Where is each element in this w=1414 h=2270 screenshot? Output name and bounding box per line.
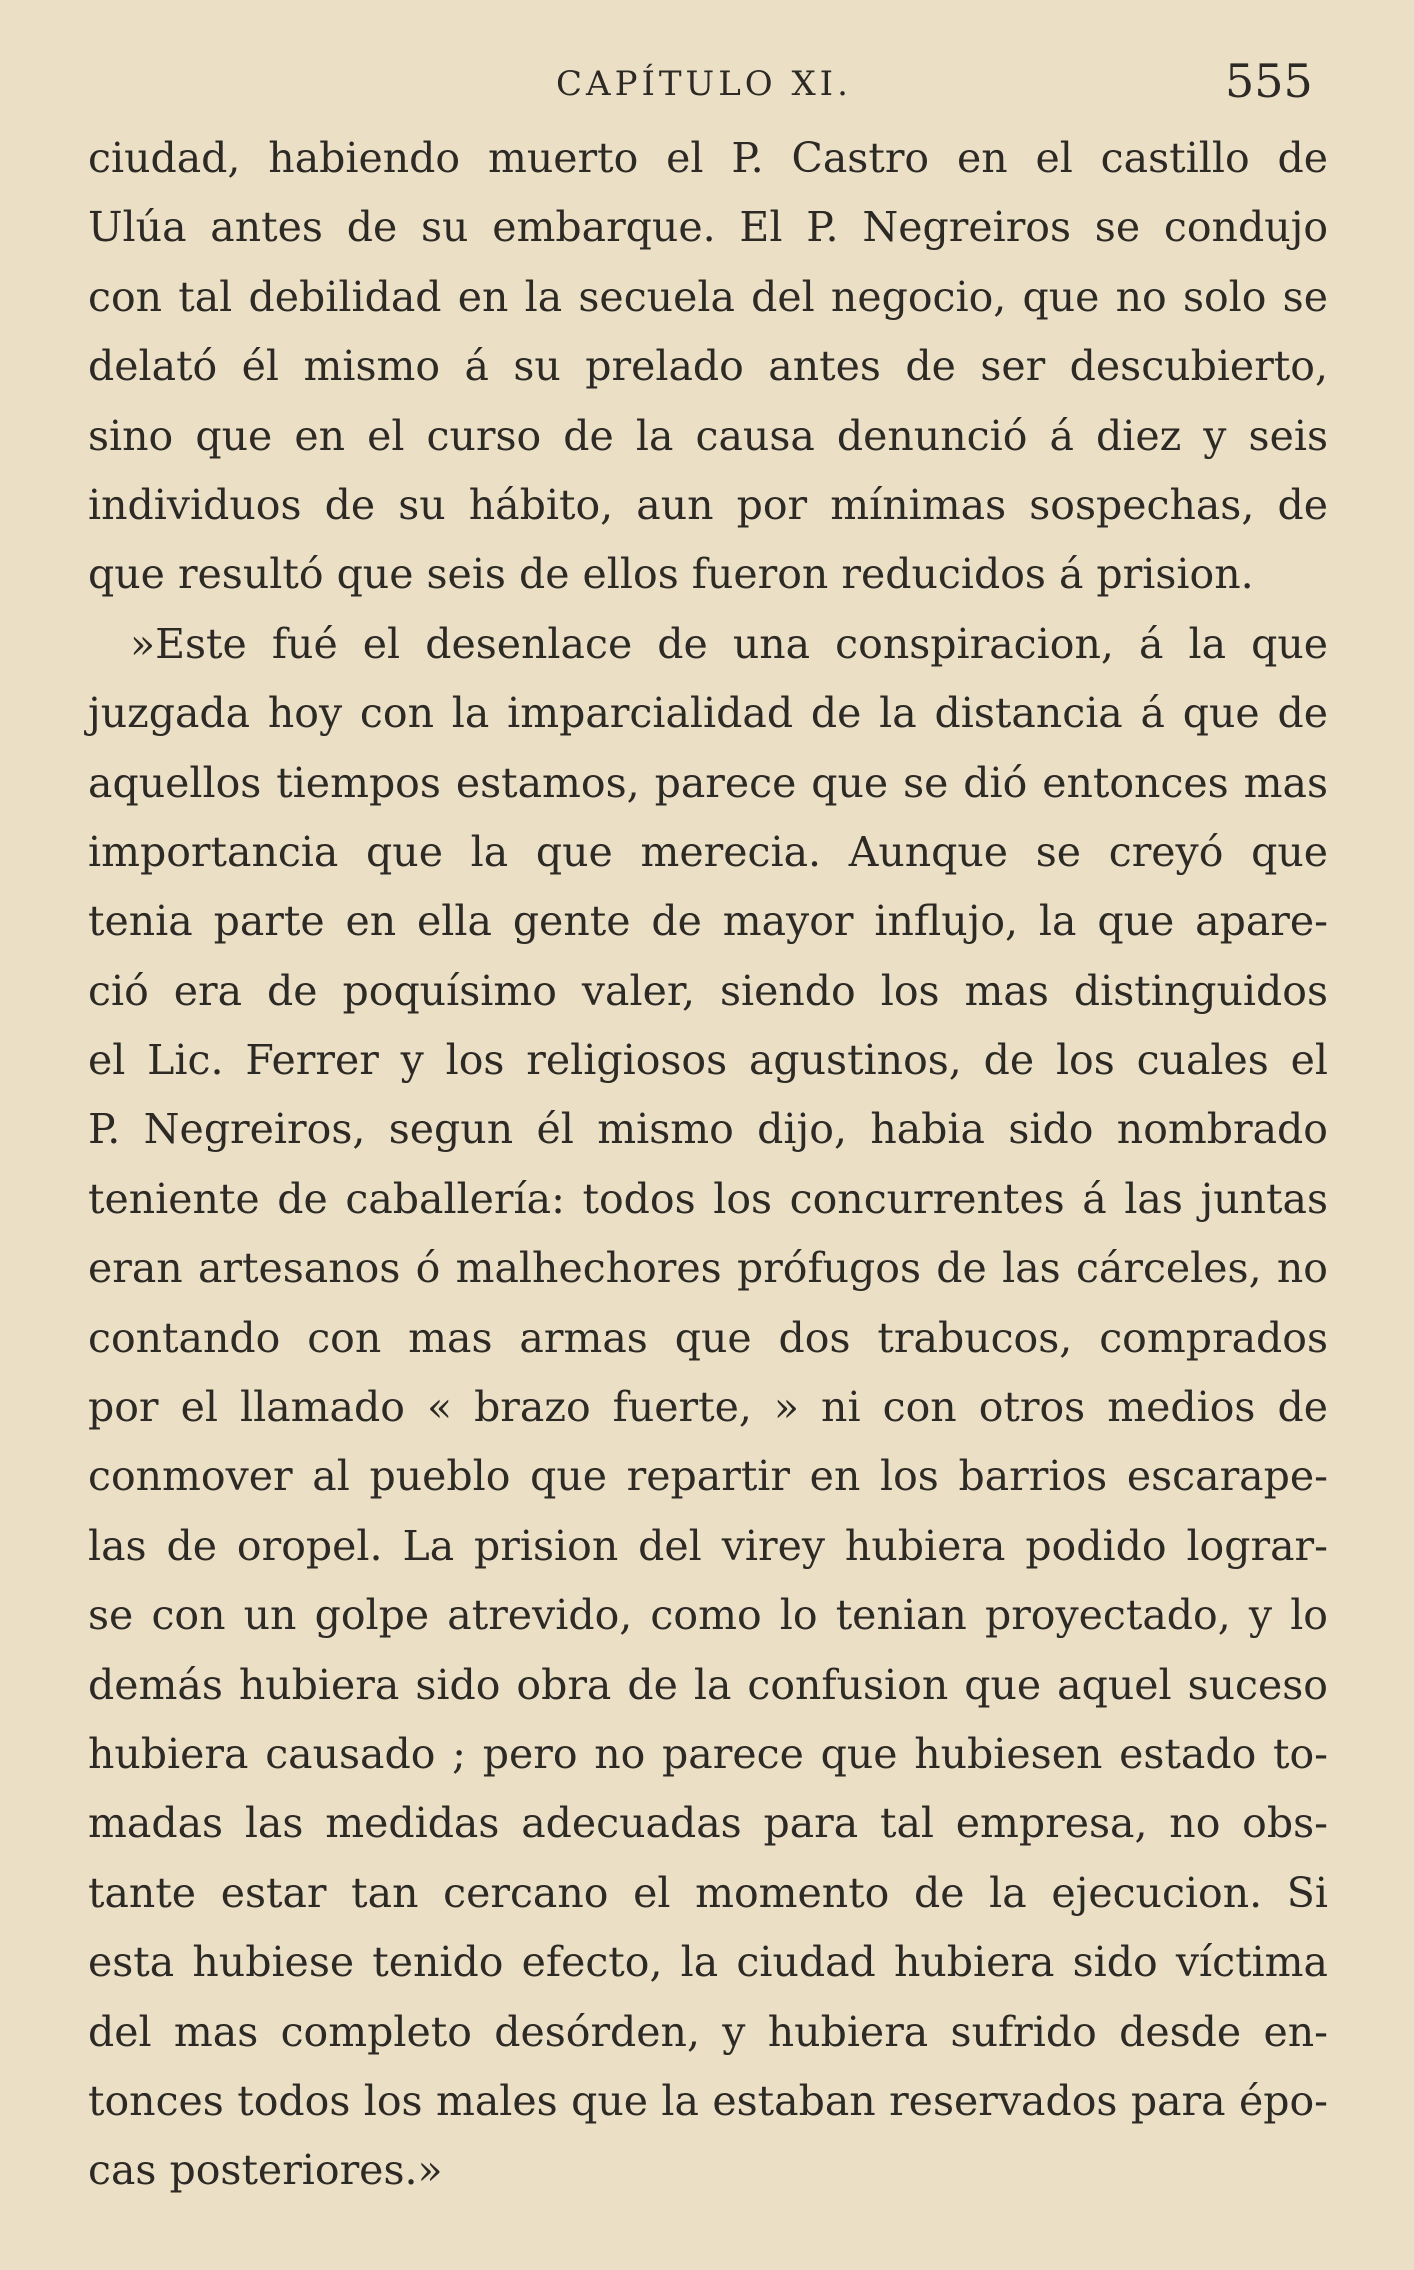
text-line: demás hubiera sido obra de la confusion que aquel suceso	[88, 1660, 1328, 1709]
text-line: cas posteriores.»	[88, 2146, 443, 2195]
text-line: hubiera causado ; pero no parece que hubiesen estado to-	[88, 1729, 1328, 1778]
text-line: Ulúa antes de su embarque. El P. Negreiros se condujo	[88, 203, 1328, 252]
body-text	[88, 124, 1328, 2206]
text-line: ciudad, habiendo muerto el P. Castro en el castillo de	[88, 134, 1328, 182]
text-line: individuos de su hábito, aun por mínimas sospechas, de	[88, 480, 1328, 529]
text-line: tante estar tan cercano el momento de la ejecucion. Si	[88, 1868, 1328, 1917]
text-line: P. Negreiros, segun él mismo dijo, habia sido nombrado	[88, 1105, 1328, 1154]
text-line: contando con mas armas que dos trabucos, comprados	[88, 1313, 1328, 1362]
text-line: »Este fué el desenlace de una conspiracion, á la que	[130, 619, 1328, 668]
text-line: eran artesanos ó malhechores prófugos de las cárceles, no	[88, 1244, 1328, 1293]
text-line: tenia parte en ella gente de mayor influjo, la que apare-	[88, 897, 1328, 946]
text-line: sino que en el curso de la causa denunció á diez y seis	[88, 411, 1328, 460]
text-line: aquellos tiempos estamos, parece que se dió entonces mas	[88, 758, 1328, 807]
text-line: con tal debilidad en la secuela del negocio, que no solo se	[88, 272, 1328, 321]
chapter-heading: CAPÍTULO XI.	[556, 64, 852, 104]
text-line: del mas completo desórden, y hubiera sufrido desde en-	[88, 2007, 1328, 2056]
text-line: importancia que la que merecia. Aunque se creyó que	[88, 827, 1328, 876]
text-line: juzgada hoy con la imparcialidad de la distancia á que de	[88, 689, 1328, 738]
running-head	[0, 48, 1414, 108]
text-line: delató él mismo á su prelado antes de ser descubierto,	[88, 342, 1328, 391]
text-line: conmover al pueblo que repartir en los barrios escarape-	[88, 1452, 1328, 1501]
text-line: se con un golpe atrevido, como lo tenian proyectado, y lo	[88, 1591, 1328, 1640]
text-line: el Lic. Ferrer y los religiosos agustinos, de los cuales el	[88, 1036, 1328, 1085]
text-line: tonces todos los males que la estaban reservados para épo-	[88, 2076, 1328, 2125]
text-line: las de oropel. La prision del virey hubiera podido lograr-	[88, 1521, 1328, 1570]
text-line: que resultó que seis de ellos fueron reducidos á prision.	[88, 550, 1254, 599]
text-line: esta hubiese tenido efecto, la ciudad hubiera sido víctima	[88, 1938, 1328, 1987]
page-number: 555	[1225, 54, 1313, 108]
text-line: por el llamado « brazo fuerte, » ni con otros medios de	[88, 1383, 1328, 1432]
text-line: ció era de poquísimo valer, siendo los mas distinguidos	[88, 966, 1328, 1015]
text-line: madas las medidas adecuadas para tal empresa, no obs-	[88, 1799, 1328, 1848]
text-line: teniente de caballería: todos los concurrentes á las juntas	[88, 1174, 1328, 1223]
